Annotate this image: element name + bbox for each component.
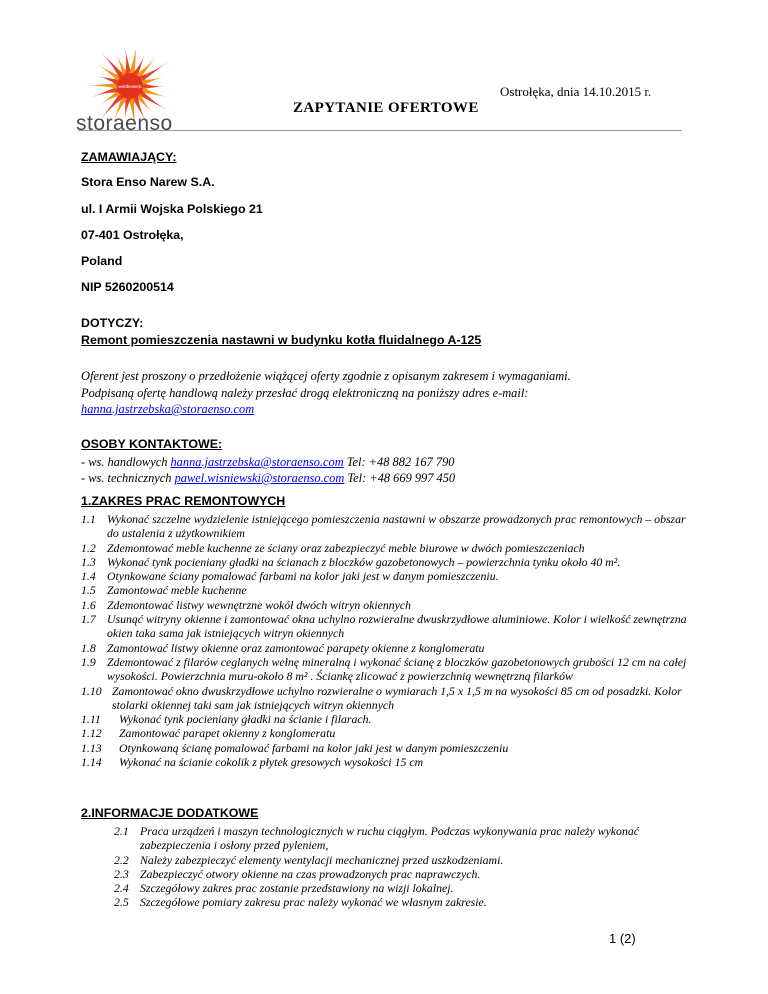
logo-wordmark: storaenso bbox=[76, 112, 173, 135]
list-item bbox=[81, 726, 691, 740]
list-item bbox=[81, 583, 691, 597]
list-item-text: Praca urządzeń i maszyn technologicznych w ruchu ciągłym. Podczas wykonywania prac należy wykonać zabezpieczenia i osłony przed pyleniem, bbox=[140, 824, 639, 853]
contacts-heading: OSOBY KONTAKTOWE: bbox=[81, 437, 223, 451]
list-item-text: Otynkowane ściany pomalować farbami na kolor jaki jest w danym pomieszczeniu. bbox=[107, 569, 499, 584]
list-item bbox=[81, 712, 691, 726]
list-item-number: 1.13 bbox=[81, 740, 102, 755]
contact-technical-phone: Tel: +48 669 997 450 bbox=[344, 471, 456, 485]
intro-line-2: Podpisaną ofertę handlową należy przesłać drogą elektroniczną na poniższy adres e-mail: bbox=[81, 386, 529, 400]
list-item-number: 1.8 bbox=[81, 640, 96, 655]
list-item-number: 2.1 bbox=[114, 824, 129, 838]
list-item-number: 1.7 bbox=[81, 612, 96, 627]
list-item-text: Usunąć witryny okienne i zamontować okna uchylno rozwieralne dwuskrzydłowe aluminiowe. Kolor i wielkość zewnętrzna okien taka sama jak istniejących witryn okiennych bbox=[107, 612, 687, 641]
list-item bbox=[81, 541, 691, 555]
list-item-text: Wykonać tynk pocieniany gładki na ścianie i filarach. bbox=[119, 712, 372, 727]
list-item bbox=[81, 569, 691, 583]
list-item-text: Wykonać szczelne wydzielenie istniejącego pomieszczenia nastawni w obszarze prowadzonych prac remontowych – obszar do ustalenia z użytkownikiem bbox=[107, 512, 686, 541]
section-1-heading: 1.ZAKRES PRAC REMONTOWYCH bbox=[81, 494, 286, 508]
list-item-text: Zamontować parapet okienny z konglomeratu bbox=[119, 726, 336, 741]
list-item-number: 1.3 bbox=[81, 554, 96, 569]
list-item bbox=[114, 853, 694, 867]
address-street: ul. I Armii Wojska Polskiego 21 bbox=[81, 202, 263, 216]
list-item bbox=[114, 867, 694, 881]
contact-commercial-email[interactable]: hanna.jastrzebska@storaenso.com bbox=[170, 455, 344, 469]
header-divider bbox=[78, 130, 682, 131]
list-item bbox=[81, 655, 691, 684]
contact-commercial bbox=[81, 455, 454, 470]
list-item-text: Zdemontować listwy wewnętrzne wokół dwóch witryn okiennych bbox=[107, 597, 412, 612]
list-item-text: Zdemontować z filarów ceglanych wełnę mineralną i wykonać ścianę z bloczków gazobetonowych grubości 12 cm na całej wysokości. Powierzchnia muru-około 8 m² . Ściankę zlicować z powierzchnią wewnętrzną filarków bbox=[107, 654, 687, 684]
list-item-text: Zabezpieczyć otwory okienne na czas prowadzonych prac naprawczych. bbox=[140, 866, 481, 881]
list-item-number: 2.2 bbox=[114, 852, 129, 867]
tax-id: NIP 5260200514 bbox=[81, 280, 174, 294]
list-item bbox=[81, 684, 691, 713]
list-item-text: Zamontować meble kuchenne bbox=[107, 583, 247, 598]
section-2-heading: 2.INFORMACJE DODATKOWE bbox=[81, 806, 259, 820]
list-item-number: 1.6 bbox=[81, 597, 96, 612]
list-item bbox=[114, 895, 694, 909]
list-item-text: Otynkowaną ścianę pomalować farbami na kolor jaki jest w danym pomieszczeniu bbox=[119, 740, 509, 755]
list-item bbox=[114, 824, 694, 853]
ordering-party-heading: ZAMAWIAJĄCY: bbox=[81, 150, 177, 164]
list-item-number: 2.5 bbox=[114, 895, 129, 910]
list-item-text: Wykonać na ścianie cokolik z płytek gresowych wysokości 15 cm bbox=[119, 755, 424, 770]
address-city: 07-401 Ostrołęka, bbox=[81, 228, 184, 242]
list-item-text: Szczegółowy zakres prac zostanie przedstawiony na wizji lokalnej. bbox=[140, 881, 454, 896]
list-item-number: 1.10 bbox=[81, 683, 102, 698]
address-country: Poland bbox=[81, 254, 123, 268]
list-item bbox=[81, 741, 691, 755]
list-item-number: 1.5 bbox=[81, 583, 96, 598]
list-item bbox=[81, 555, 691, 569]
list-item-number: 1.2 bbox=[81, 540, 96, 555]
contact-technical-label: - ws. technicznych bbox=[81, 471, 175, 485]
section-1-list bbox=[81, 512, 691, 769]
list-item-text: Zamontować listwy okienne oraz zamontować parapety okienne z konglomeratu bbox=[107, 640, 485, 655]
contact-technical-email[interactable]: pawel.wisniewski@storaenso.com bbox=[174, 471, 345, 485]
list-item-number: 1.1 bbox=[81, 512, 96, 526]
contact-technical bbox=[81, 471, 455, 486]
subject-title: Remont pomieszczenia nastawni w budynku kotła fluidalnego A-125 bbox=[81, 333, 482, 347]
list-item-text: Szczegółowe pomiary zakresu prac należy wykonać we własnym zakresie. bbox=[140, 895, 487, 910]
list-item bbox=[114, 881, 694, 895]
contact-commercial-phone: Tel: +48 882 167 790 bbox=[343, 455, 455, 469]
list-item-number: 1.11 bbox=[81, 712, 101, 727]
list-item bbox=[81, 641, 691, 655]
list-item-number: 2.4 bbox=[114, 881, 129, 896]
list-item-number: 1.12 bbox=[81, 726, 102, 741]
subject-heading: DOTYCZY: bbox=[81, 316, 144, 330]
list-item-text: Należy zabezpieczyć elementy wentylacji mechanicznej przed uszkodzeniami. bbox=[140, 852, 504, 867]
section-2-list bbox=[114, 824, 694, 910]
list-item bbox=[81, 512, 691, 541]
list-item bbox=[81, 612, 691, 641]
list-item-text: Wykonać tynk pocieniany gładki na ścianach z bloczków gazobetonowych – powierzchnia tynku około 40 m². bbox=[107, 554, 621, 569]
document-date: Ostrołęka, dnia 14.10.2015 r. bbox=[500, 84, 652, 99]
list-item-number: 1.9 bbox=[81, 654, 96, 669]
list-item-text: Zdemontować meble kuchenne ze ściany oraz zabezpieczyć meble biurowe w dwóch pomieszczeniach bbox=[107, 540, 585, 555]
intro-email-link[interactable]: hanna.jastrzebska@storaenso.com bbox=[81, 402, 255, 416]
list-item-number: 1.4 bbox=[81, 569, 96, 584]
list-item-number: 1.14 bbox=[81, 755, 102, 770]
contact-commercial-label: - ws. handlowych bbox=[81, 455, 171, 469]
list-item bbox=[81, 755, 691, 769]
company-name: Stora Enso Narew S.A. bbox=[81, 175, 215, 189]
list-item-text: Zamontować okno dwuskrzydłowe uchylno rozwieralne o wymiarach 1,5 x 1,5 m na wysokości 85 cm od posadzki. Kolor stolarki okiennej taki sam jak istniejących witryn okiennych bbox=[112, 683, 682, 712]
intro-line-1: Oferent jest proszony o przedłożenie wiążącej oferty zgodnie z opisanym zakresem i wymaganiami. bbox=[81, 369, 571, 383]
list-item bbox=[81, 598, 691, 612]
logo-badge-text: wettbewerb bbox=[118, 84, 142, 89]
page-number: 1 (2) bbox=[609, 931, 636, 946]
list-item-number: 2.3 bbox=[114, 866, 129, 881]
page-title: ZAPYTANIE OFERTOWE bbox=[293, 100, 479, 116]
